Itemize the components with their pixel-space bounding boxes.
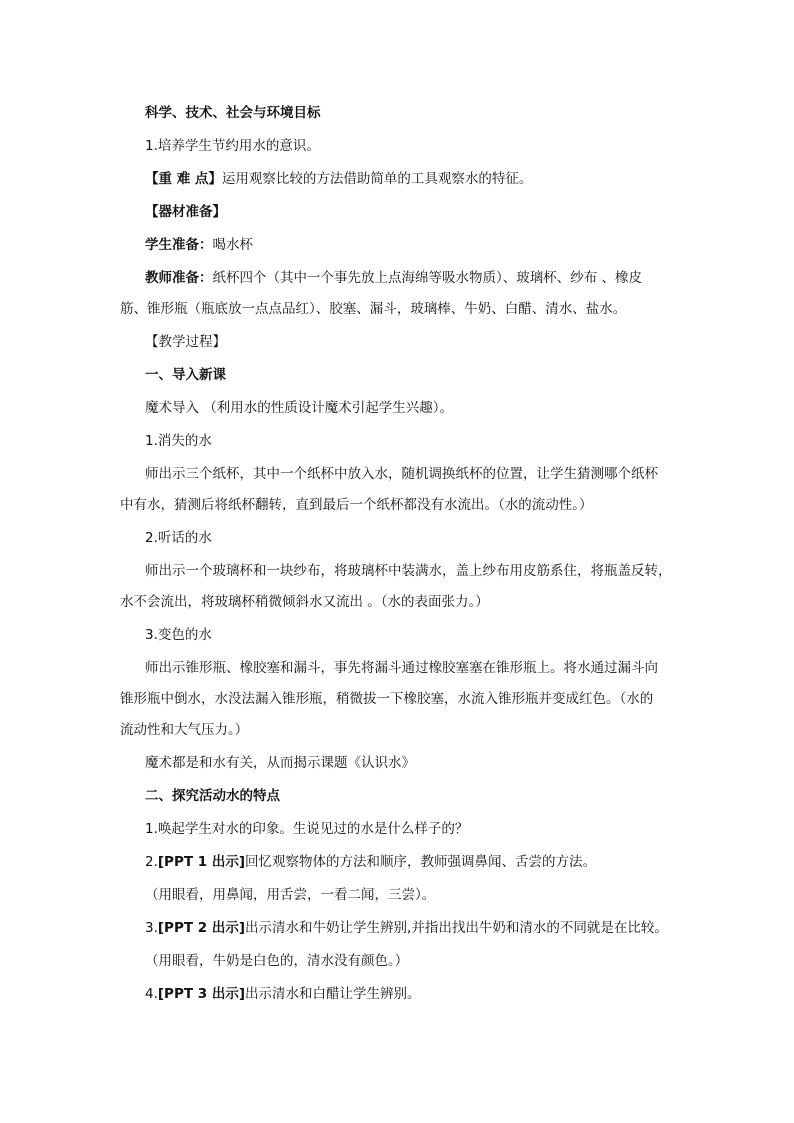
explore-item-4-text: 出示清水和白醋让学生辨别。 [245, 986, 421, 1002]
explore-item-3 [145, 919, 685, 937]
item1-line1: 师出示三个纸杯，其中一个纸杯中放入水，随机调换纸杯的位置，让学生猜测哪个纸杯 [145, 466, 658, 482]
teacher-prep-paragraph [145, 269, 685, 287]
item3-line3: 流动性和大气压力。） [120, 722, 249, 738]
section2-title: 二、探究活动水的特点 [145, 788, 280, 804]
explore-item-1: 1.唤起学生对水的印象。生说见过的水是什么样子的？ [145, 821, 469, 837]
explore-item-2-number: 2. [145, 854, 158, 870]
teacher-prep-label: 教师准备： [145, 270, 213, 286]
item2-title: 2.听话的水 [145, 530, 212, 546]
process-heading: 【教学过程】 [145, 334, 226, 350]
teacher-prep-text-line2: 筋、锥形瓶（瓶底放一点点品红）、胶塞、漏斗，玻璃棒、牛奶、白醋、清水、盐水。 [120, 301, 627, 317]
item3-line1: 师出示锥形瓶、橡胶塞和漏斗，事先将漏斗通过橡胶塞塞在锥形瓶上。将水通过漏斗向 [145, 660, 658, 676]
item2-line1: 师出示一个玻璃杯和一块纱布，将玻璃杯中装满水，盖上纱布用皮筋系住，将瓶盖反转， [145, 563, 672, 579]
key-points-paragraph [145, 170, 685, 188]
student-prep-paragraph [145, 236, 685, 254]
item1-line2: 中有水，猜测后将纸杯翻转，直到最后一个纸杯都没有水流出。（水的流动性。） [120, 497, 593, 513]
explore-item-3-text: 出示清水和牛奶让学生辨别,并指出找出牛奶和清水的不同就是在比较。 [245, 920, 668, 936]
magic-intro: 魔术导入 （利用水的性质设计魔术引起学生兴趣）。 [145, 400, 454, 416]
section1-title: 一、导入新课 [145, 367, 226, 383]
explore-item-2-text: 回忆观察物体的方法和顺序，教师强调鼻闻、舌尝的方法。 [245, 854, 597, 870]
explore-item-2 [145, 853, 685, 871]
goal-item-1: 1.培养学生节约用水的意识。 [145, 138, 320, 154]
explore-item-3-number: 3. [145, 920, 158, 936]
explore-item-4-ppt: [PPT 3 出示] [157, 986, 246, 1002]
goals-heading: 科学、技术、社会与环境目标 [145, 105, 321, 121]
explore-item-3-note: （用眼看，牛奶是白色的，清水没有颜色。） [145, 953, 409, 969]
magic-conclusion: 魔术都是和水有关，从而揭示课题《认识水》 [145, 755, 415, 771]
item3-line2: 锥形瓶中倒水，水没法漏入锥形瓶，稍微拔一下橡胶塞，水流入锥形瓶并变成红色。（水的 [120, 691, 654, 707]
student-prep-text: 喝水杯 [212, 237, 253, 253]
teacher-prep-text-line1: 纸杯四个（其中一个事先放上点海绵等吸水物质）、玻璃杯、纱布 、橡皮 [212, 270, 643, 286]
item3-title: 3.变色的水 [145, 627, 212, 643]
item1-title: 1.消失的水 [145, 433, 212, 449]
key-points-label: 【重 难 点】 [145, 171, 222, 187]
explore-item-4 [145, 985, 685, 1003]
explore-item-4-number: 4. [145, 986, 158, 1002]
student-prep-label: 学生准备： [145, 237, 213, 253]
explore-item-3-ppt: [PPT 2 出示] [157, 920, 246, 936]
item2-line2: 水不会流出，将玻璃杯稍微倾斜水又流出 。（水的表面张力。） [120, 594, 489, 610]
explore-item-2-note: （用眼看，用鼻闻，用舌尝，一看二闻，三尝）。 [145, 887, 436, 903]
equipment-heading: 【器材准备】 [145, 204, 226, 220]
key-points-text: 运用观察比较的方法借助简单的工具观察水的特征。 [221, 171, 533, 187]
explore-item-2-ppt: [PPT 1 出示] [157, 854, 246, 870]
